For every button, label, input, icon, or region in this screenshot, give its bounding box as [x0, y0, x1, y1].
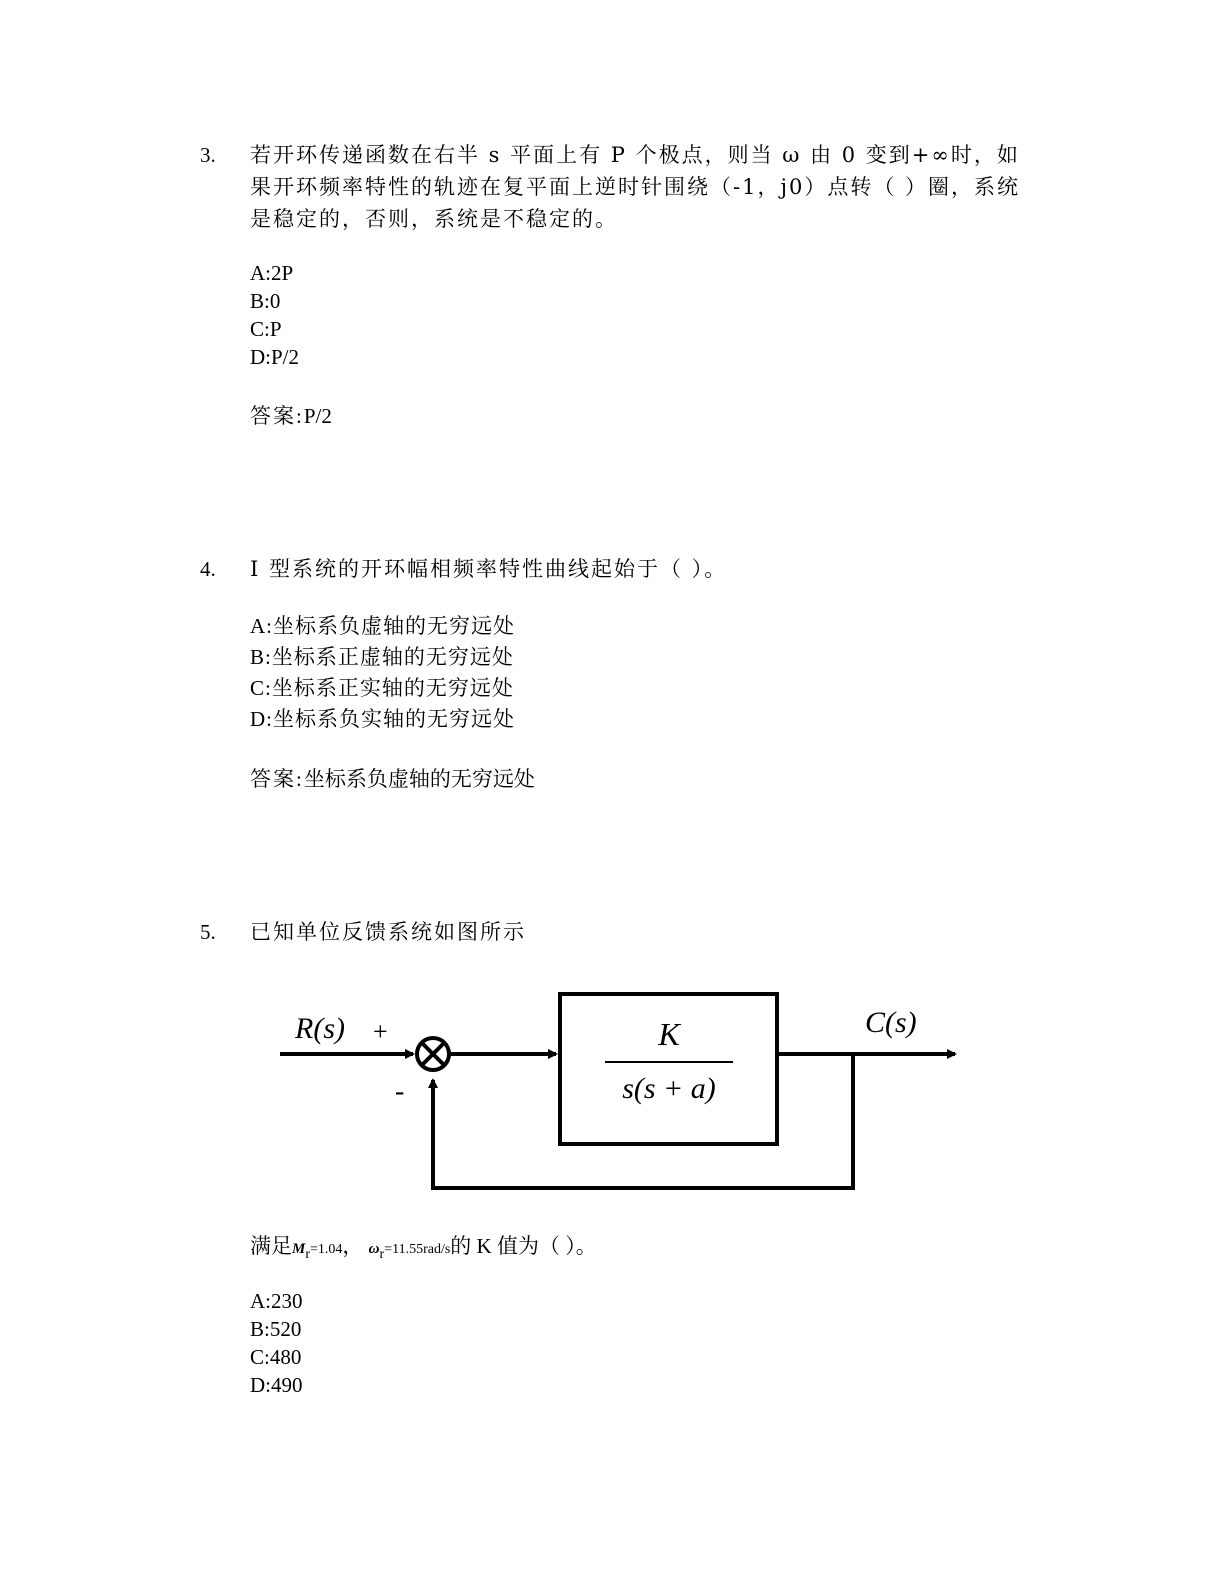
answer-label: 答案: [250, 404, 304, 428]
question-number: 4. [200, 557, 216, 581]
wr-subscript: r [379, 1247, 385, 1263]
mr-value: =1.04 [310, 1242, 343, 1257]
answer-line [250, 763, 535, 795]
question-text: 已知单位反馈系统如图所示 [250, 920, 526, 944]
summing-junction-icon [417, 1038, 449, 1070]
input-label: R(s) [295, 1012, 345, 1045]
tf-denominator: s(s + a) [622, 1072, 716, 1105]
option-a: A:2P [250, 261, 294, 285]
option-b: B:坐标系正虚轴的无穷远处 [250, 645, 514, 669]
option-a: A:坐标系负虚轴的无穷远处 [250, 614, 515, 638]
question-number: 5. [200, 920, 216, 944]
condition-separator: ， [342, 1234, 364, 1258]
answer-line [250, 400, 332, 432]
options-list [250, 611, 515, 735]
wr-value: =11.55rad/s [384, 1242, 451, 1257]
option-b: B:0 [250, 289, 281, 313]
option-b: B:520 [250, 1317, 302, 1341]
answer-value: 坐标系负虚轴的无穷远处 [303, 767, 535, 791]
options-list [250, 1287, 303, 1399]
block-diagram [275, 980, 975, 1200]
option-d: D:坐标系负实轴的无穷远处 [250, 707, 515, 731]
option-d: D:490 [250, 1373, 303, 1397]
answer-label: 答案: [250, 767, 304, 791]
mr-subscript: r [305, 1247, 311, 1263]
option-a: A:230 [250, 1289, 303, 1313]
output-label: C(s) [865, 1006, 917, 1039]
option-c: C:P [250, 317, 282, 341]
minus-sign: - [395, 1076, 405, 1107]
wr-symbol: ω [368, 1241, 380, 1257]
answer-value: P/2 [303, 404, 332, 428]
option-d: D:P/2 [250, 345, 300, 369]
options-list [250, 259, 299, 371]
condition-suffix: 的 K 值为（ ）。 [450, 1234, 597, 1258]
tf-numerator: K [658, 1016, 680, 1052]
condition-line [250, 1230, 597, 1271]
question-text: I 型系统的开环幅相频率特性曲线起始于（ ）。 [250, 557, 728, 581]
question-number: 3. [200, 143, 216, 167]
mr-symbol: M [292, 1241, 306, 1257]
option-c: C:480 [250, 1345, 302, 1369]
plus-sign: + [373, 1017, 388, 1046]
question-text: 若开环传递函数在右半 s 平面上有 P 个极点，则当 ω 由 0 变到+∞时，如果开环频率特性的轨迹在复平面上逆时针围绕（-1，j0）点转（ ）圈，系统是稳定的，否则，系统是不稳定的。 [250, 143, 1021, 231]
condition-prefix: 满足 [250, 1234, 292, 1258]
option-c: C:坐标系正实轴的无穷远处 [250, 676, 514, 700]
